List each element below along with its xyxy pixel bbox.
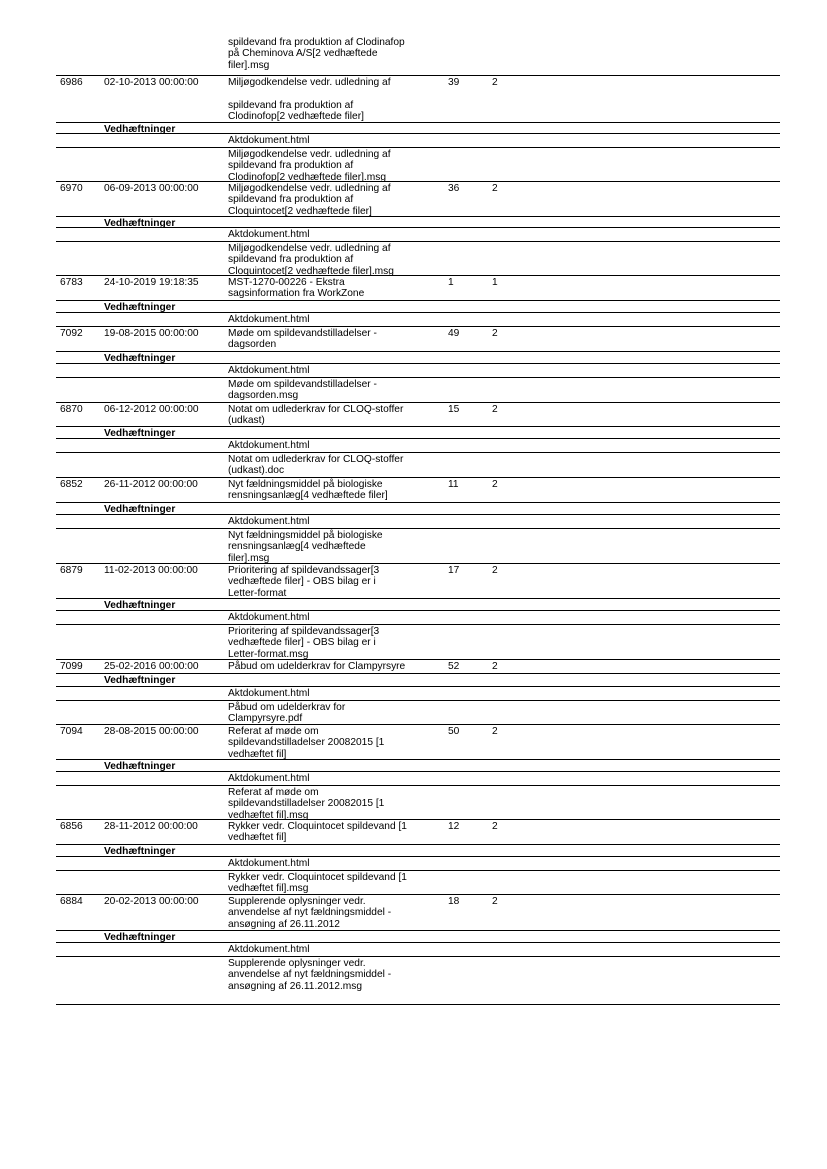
document-number: 11 (448, 479, 459, 490)
attachments-heading: Vedhæftninger (104, 353, 176, 364)
document-row (56, 182, 780, 217)
attachment-file-link[interactable]: Supplerende oplysninger vedr. anvendelse af nyt fældningsmiddel - ansøgning af 26.11.2012.msg (228, 958, 392, 992)
document-row (56, 895, 780, 931)
document-title: Miljøgodkendelse vedr. udledning af spildevand fra produktion af Clodinofop[2 vedhæftede filer] (228, 77, 391, 123)
document-date: 26-11-2012 00:00:00 (104, 479, 198, 490)
attachment-file-link[interactable]: Aktdokument.html (228, 944, 310, 955)
document-id: 7099 (60, 661, 83, 672)
document-date: 28-08-2015 00:00:00 (104, 726, 199, 737)
attachments-heading: Vedhæftninger (104, 600, 176, 611)
attachments-heading-row (56, 427, 780, 439)
document-title: Supplerende oplysninger vedr. anvendelse af nyt fældningsmiddel - ansøgning af 26.11.2012 (228, 896, 392, 930)
document-row (56, 820, 780, 845)
document-title: Referat af møde om spildevandstilladelser 20082015 [1 vedhæftet fil] (228, 726, 385, 760)
attachment-row (56, 378, 780, 403)
document-number: 12 (448, 821, 460, 832)
attachments-heading-row (56, 674, 780, 687)
attachment-row (56, 242, 780, 276)
document-row (56, 403, 780, 427)
attachment-row (56, 453, 780, 478)
document-number: 36 (448, 183, 460, 194)
document-id: 6870 (60, 404, 83, 415)
attachments-heading-row (56, 599, 780, 611)
attachment-file-link[interactable]: Aktdokument.html (228, 365, 310, 376)
attachment-file-link[interactable]: Referat af møde om spildevandstilladelser 20082015 [1 vedhæftet fil].msg (228, 787, 385, 821)
attachment-row (56, 529, 780, 564)
attachments-heading-row (56, 123, 780, 134)
attachment-row (56, 871, 780, 895)
document-row (56, 564, 780, 599)
attachment-file-link[interactable]: Aktdokument.html (228, 612, 310, 623)
attachment-file-link[interactable]: Møde om spildevandstilladelser - dagsorden.msg (228, 379, 377, 402)
document-date: 19-08-2015 00:00:00 (104, 328, 199, 339)
attachment-count: 2 (492, 479, 498, 490)
attachment-count: 2 (492, 896, 498, 907)
attachments-heading-row (56, 301, 780, 313)
attachment-row (56, 364, 780, 378)
attachment-row (56, 701, 780, 725)
attachment-row (56, 943, 780, 957)
attachment-row (56, 786, 780, 820)
attachment-file-link[interactable]: Aktdokument.html (228, 773, 310, 784)
document-row (56, 725, 780, 760)
attachment-row (56, 439, 780, 453)
attachments-heading: Vedhæftninger (104, 302, 176, 313)
document-number: 52 (448, 661, 460, 672)
attachment-file-link[interactable]: Påbud om udelderkrav for Clampyrsyre.pdf (228, 702, 346, 725)
attachment-row (56, 625, 780, 660)
document-number: 49 (448, 328, 460, 339)
document-date: 02-10-2013 00:00:00 (104, 77, 199, 88)
document-title: Prioritering af spildevandssager[3 vedhæftede filer] - OBS bilag er i Letter-format (228, 565, 380, 599)
attachments-heading: Vedhæftninger (104, 846, 176, 857)
document-number: 39 (448, 77, 460, 88)
attachments-heading-row (56, 760, 780, 772)
attachment-row (56, 148, 780, 182)
attachments-heading-row (56, 352, 780, 364)
document-id: 6783 (60, 277, 83, 288)
attachment-file-link[interactable]: Aktdokument.html (228, 229, 310, 240)
document-id: 6852 (60, 479, 83, 490)
attachment-row (56, 772, 780, 786)
document-date: 06-09-2013 00:00:00 (104, 183, 199, 194)
document-title: spildevand fra produktion af Clodinafop på Cheminova A/S[2 vedhæftede filer].msg (228, 37, 405, 71)
attachment-file-link[interactable]: Miljøgodkendelse vedr. udledning af spildevand fra produktion af Clodinofop[2 vedhæftede filer].msg (228, 149, 391, 183)
attachment-file-link[interactable]: Aktdokument.html (228, 688, 310, 699)
attachment-row (56, 228, 780, 242)
attachments-heading-row (56, 217, 780, 228)
document-number: 18 (448, 896, 460, 907)
document-row (56, 478, 780, 503)
document-id: 6884 (60, 896, 83, 907)
attachment-count: 2 (492, 661, 498, 672)
attachment-count: 2 (492, 726, 498, 737)
document-title: Notat om udlederkrav for CLOQ-stoffer (udkast) (228, 404, 404, 427)
attachment-file-link[interactable]: Rykker vedr. Cloquintocet spildevand [1 vedhæftet fil].msg (228, 872, 407, 895)
continued-row (56, 36, 780, 76)
attachment-row (56, 957, 780, 1005)
attachments-heading: Vedhæftninger (104, 761, 176, 772)
document-title: Påbud om udelderkrav for Clampyrsyre (228, 661, 406, 672)
document-id: 6970 (60, 183, 83, 194)
document-title: Nyt fældningsmiddel på biologiske rensningsanlæg[4 vedhæftede filer] (228, 479, 388, 502)
attachments-heading: Vedhæftninger (104, 932, 176, 943)
document-row (56, 660, 780, 674)
attachment-file-link[interactable]: Miljøgodkendelse vedr. udledning af spildevand fra produktion af Cloquintocet[2 vedhæftede filer].msg (228, 243, 394, 277)
attachment-file-link[interactable]: Aktdokument.html (228, 314, 310, 325)
document-title: Miljøgodkendelse vedr. udledning af spildevand fra produktion af Cloquintocet[2 vedhæftede filer] (228, 183, 391, 217)
attachment-row (56, 134, 780, 148)
document-id: 6856 (60, 821, 83, 832)
attachment-file-link[interactable]: Aktdokument.html (228, 858, 310, 869)
document-number: 17 (448, 565, 460, 576)
document-id: 6879 (60, 565, 83, 576)
document-title: Rykker vedr. Cloquintocet spildevand [1 vedhæftet fil] (228, 821, 407, 844)
document-number: 15 (448, 404, 460, 415)
attachment-file-link[interactable]: Aktdokument.html (228, 516, 310, 527)
attachments-heading: Vedhæftninger (104, 124, 176, 135)
attachment-count: 2 (492, 77, 498, 88)
document-date: 06-12-2012 00:00:00 (104, 404, 199, 415)
attachment-count: 2 (492, 328, 498, 339)
document-table (56, 36, 780, 1005)
attachment-row (56, 611, 780, 625)
document-date: 24-10-2019 19:18:35 (104, 277, 199, 288)
attachment-file-link[interactable]: Notat om udlederkrav for CLOQ-stoffer (udkast).doc (228, 454, 404, 477)
document-id: 7092 (60, 328, 83, 339)
attachment-count: 2 (492, 183, 498, 194)
document-id: 7094 (60, 726, 83, 737)
document-date: 20-02-2013 00:00:00 (104, 896, 199, 907)
attachment-file-link[interactable]: Prioritering af spildevandssager[3 vedhæftede filer] - OBS bilag er i Letter-format.msg (228, 626, 380, 660)
attachment-file-link[interactable]: Aktdokument.html (228, 440, 310, 451)
attachments-heading: Vedhæftninger (104, 218, 176, 229)
document-title: Møde om spildevandstilladelser - dagsorden (228, 328, 377, 351)
attachment-count: 2 (492, 404, 498, 415)
document-number: 1 (448, 277, 454, 288)
attachments-heading: Vedhæftninger (104, 504, 176, 515)
document-row (56, 327, 780, 352)
attachment-row (56, 313, 780, 327)
attachment-row (56, 857, 780, 871)
attachments-heading-row (56, 503, 780, 515)
attachment-row (56, 515, 780, 529)
document-number: 50 (448, 726, 460, 737)
document-row (56, 276, 780, 301)
attachment-count: 2 (492, 821, 498, 832)
attachments-heading: Vedhæftninger (104, 428, 176, 439)
attachment-file-link[interactable]: Nyt fældningsmiddel på biologiske rensningsanlæg[4 vedhæftede filer].msg (228, 530, 383, 564)
document-date: 25-02-2016 00:00:00 (104, 661, 199, 672)
document-date: 28-11-2012 00:00:00 (104, 821, 198, 832)
document-id: 6986 (60, 77, 83, 88)
attachment-count: 2 (492, 565, 498, 576)
document-row (56, 76, 780, 123)
document-title: MST-1270-00226 - Ekstra sagsinformation fra WorkZone (228, 277, 365, 300)
attachment-count: 1 (492, 277, 498, 288)
attachments-heading-row (56, 845, 780, 857)
attachments-heading-row (56, 931, 780, 943)
document-date: 11-02-2013 00:00:00 (104, 565, 198, 576)
attachment-row (56, 687, 780, 701)
attachment-file-link[interactable]: Aktdokument.html (228, 135, 310, 146)
attachments-heading: Vedhæftninger (104, 675, 176, 686)
